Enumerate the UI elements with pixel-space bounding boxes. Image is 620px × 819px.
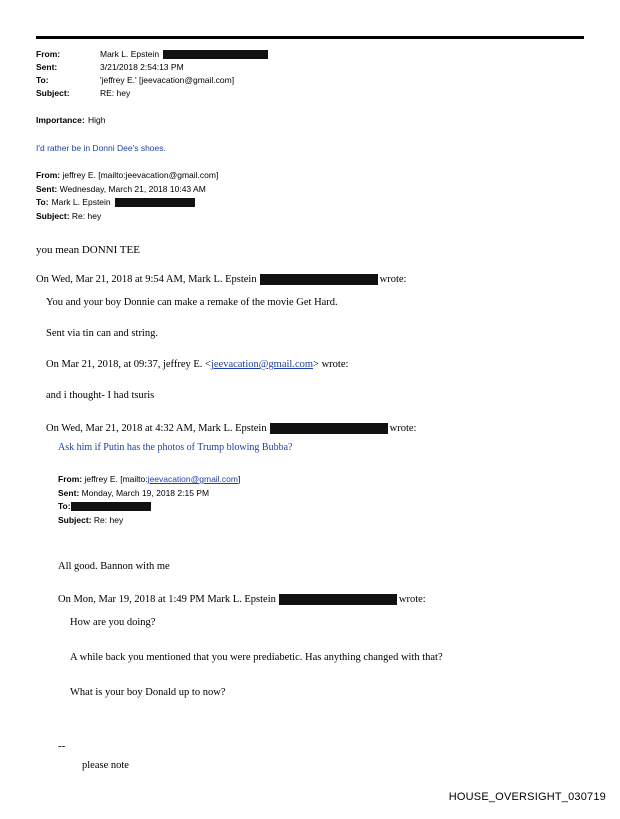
quoted1-from-row (36, 169, 584, 183)
attribution-4-prefix: On Mon, Mar 19, 2018 at 1:49 PM Mark L. Epstein (58, 594, 276, 605)
header-label-subject: Subject: (36, 88, 70, 98)
email-link[interactable]: jeevacation@gmail.com (147, 474, 238, 484)
header-value-subject: RE: hey (100, 88, 131, 98)
header-value-from-text: Mark L. Epstein (100, 49, 160, 59)
quoted2-subject-value: Re: hey (93, 514, 124, 525)
redaction-bar (71, 502, 151, 511)
quoted1-subject-row (36, 210, 584, 224)
quoted1-from-value: jeffrey E. [mailto:jeevacation@gmail.com] (62, 170, 219, 180)
quoted-header-2 (58, 473, 584, 527)
header-label-from: From: (36, 49, 61, 59)
attribution-4-suffix: wrote: (398, 594, 426, 605)
header-label-to: To: (36, 75, 49, 85)
redaction-bar (279, 594, 397, 605)
quoted1-subject-label: Subject: (36, 210, 70, 221)
header-value-to: 'jeffrey E.' [jeevacation@gmail.com] (100, 75, 235, 85)
quoted2-from-label: From: (58, 474, 83, 484)
line-how-are-you-doing: How are you doing? (70, 617, 156, 628)
attribution-line-3 (46, 423, 584, 434)
line-tin-can-and-string: Sent via tin can and string. (46, 328, 158, 339)
attribution-3-suffix: wrote: (389, 423, 417, 434)
attribution-1-suffix: wrote: (379, 274, 407, 285)
email-link[interactable]: jeevacation@gmail.com (210, 359, 314, 370)
reply-body-line: I'd rather be in Donni Dee's shoes. (36, 143, 166, 153)
header-row-to (36, 74, 584, 87)
importance-value: High (88, 115, 106, 125)
header-row-subject (36, 87, 584, 100)
signature-please-note: please note (82, 760, 129, 771)
line-i-had-tsuris: and i thought- I had tsuris (46, 390, 155, 401)
importance-row (36, 114, 584, 127)
redaction-bar (163, 50, 268, 59)
attribution-line-1 (36, 274, 584, 285)
line-prediabetic-question: A while back you mentioned that you were prediabetic. Has anything changed with that? (70, 652, 443, 663)
header-value-sent: 3/21/2018 2:54:13 PM (100, 62, 184, 72)
attribution-2-suffix: > wrote: (313, 359, 349, 370)
top-divider-rule (36, 36, 584, 39)
bates-stamp: HOUSE_OVERSIGHT_030719 (448, 791, 606, 803)
quoted1-to-row (36, 196, 584, 210)
quoted2-sent-label: Sent: (58, 487, 80, 498)
email-content (36, 48, 584, 773)
quoted2-sent-value: Monday, March 19, 2018 2:15 PM (81, 487, 210, 498)
redaction-bar (260, 274, 378, 285)
line-you-mean-donni-tee: you mean DONNI TEE (36, 244, 140, 256)
quoted1-sent-row (36, 183, 584, 197)
quoted2-subject-label: Subject: (58, 514, 92, 525)
quoted1-to-label: To: (36, 197, 49, 207)
attribution-1-prefix: On Wed, Mar 21, 2018 at 9:54 AM, Mark L. Epstein (36, 274, 257, 285)
line-your-boy-donald: What is your boy Donald up to now? (70, 687, 226, 698)
signature-dashes: -- (58, 740, 66, 752)
quoted1-to-value: Mark L. Epstein (51, 197, 111, 207)
redaction-bar (115, 198, 195, 207)
line-all-good-bannon: All good. Bannon with me (58, 561, 170, 572)
line-putin-photos: Ask him if Putin has the photos of Trump blowing Bubba? (58, 442, 293, 453)
header-label-sent: Sent: (36, 62, 58, 72)
redaction-bar (270, 423, 388, 434)
line-get-hard: You and your boy Donnie can make a remake of the movie Get Hard. (46, 297, 338, 308)
quoted2-to-row (58, 500, 584, 514)
quoted1-from-label: From: (36, 170, 61, 180)
header-row-sent (36, 61, 584, 74)
quoted2-from-value-plain: jeffrey E. [mailto: (84, 474, 148, 484)
attribution-3-prefix: On Wed, Mar 21, 2018 at 4:32 AM, Mark L. Epstein (46, 423, 267, 434)
attribution-2-prefix: On Mar 21, 2018, at 09:37, jeffrey E. < (46, 359, 211, 370)
attribution-line-2 (46, 357, 584, 372)
email-header-block (36, 48, 584, 100)
quoted2-from-row (58, 473, 584, 487)
quoted-header-1 (36, 169, 584, 223)
quoted2-to-label: To: (58, 501, 71, 511)
quoted2-subject-row (58, 514, 584, 528)
quoted2-from-value-tail: ] (238, 474, 241, 484)
quoted2-sent-row (58, 487, 584, 501)
importance-label: Importance: (36, 115, 85, 125)
quoted1-sent-label: Sent: (36, 183, 58, 194)
quoted1-subject-value: Re: hey (71, 210, 102, 221)
header-row-from (36, 48, 584, 61)
attribution-line-4 (58, 594, 584, 605)
quoted1-sent-value: Wednesday, March 21, 2018 10:43 AM (59, 183, 206, 194)
header-value-from (100, 48, 584, 61)
